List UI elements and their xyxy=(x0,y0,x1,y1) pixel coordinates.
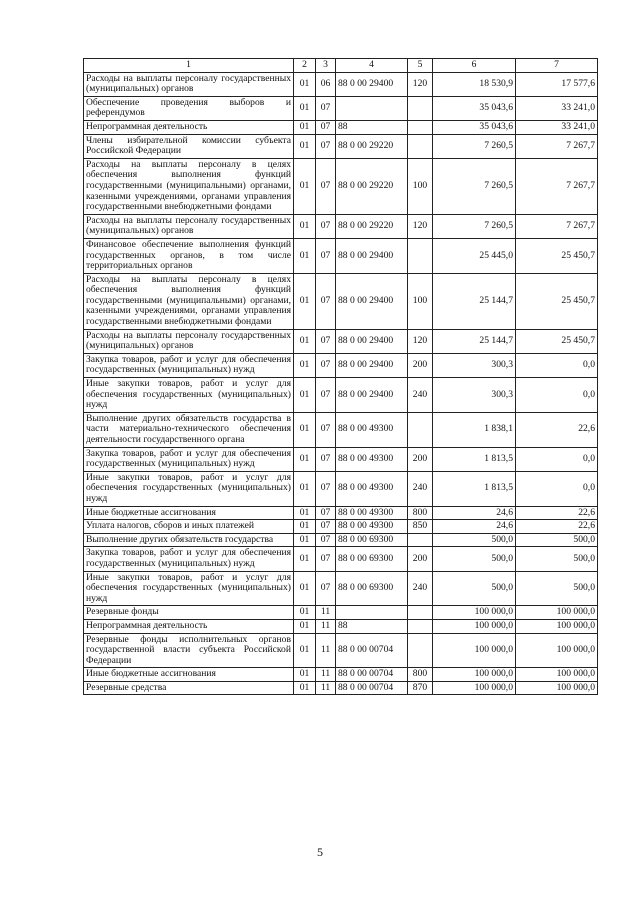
header-cell: 1 xyxy=(84,59,294,73)
amount-year-1: 7 260,5 xyxy=(433,134,516,158)
section-code: 01 xyxy=(294,353,316,377)
amount-year-1: 500,0 xyxy=(433,571,516,606)
row-name: Расходы на выплаты персоналу в целях обеспечения выполнения функций государственными (муниципальными) органами, казенными учреждениями, органами управления государственными внебюджетными фондами xyxy=(84,273,294,329)
amount-year-1: 7 260,5 xyxy=(433,214,516,238)
target-article-code xyxy=(336,606,408,620)
expense-type-code: 800 xyxy=(408,506,433,520)
row-name: Расходы на выплаты персоналу государственных (муниципальных) органов xyxy=(84,214,294,238)
expense-type-code xyxy=(408,412,433,447)
subsection-code: 11 xyxy=(316,668,336,682)
budget-table xyxy=(83,58,598,695)
subsection-code: 07 xyxy=(316,238,336,273)
amount-year-2: 7 267,7 xyxy=(516,134,598,158)
amount-year-2: 0,0 xyxy=(516,378,598,413)
row-name: Иные бюджетные ассигнования xyxy=(84,668,294,682)
target-article-code xyxy=(336,96,408,120)
table-row xyxy=(84,633,598,668)
amount-year-2: 22,6 xyxy=(516,520,598,534)
amount-year-2: 100 000,0 xyxy=(516,619,598,633)
subsection-code: 11 xyxy=(316,619,336,633)
expense-type-code: 120 xyxy=(408,72,433,96)
amount-year-2: 0,0 xyxy=(516,353,598,377)
amount-year-1: 500,0 xyxy=(433,547,516,571)
target-article-code: 88 0 00 29400 xyxy=(336,273,408,329)
section-code: 01 xyxy=(294,120,316,134)
target-article-code: 88 0 00 49300 xyxy=(336,506,408,520)
target-article-code: 88 0 00 29220 xyxy=(336,158,408,214)
row-name: Непрограммная деятельность xyxy=(84,120,294,134)
expense-type-code xyxy=(408,120,433,134)
row-name: Расходы на выплаты персоналу государственных (муниципальных) органов xyxy=(84,72,294,96)
header-cell: 5 xyxy=(408,59,433,73)
row-name: Выполнение других обязательств государства xyxy=(84,533,294,547)
amount-year-1: 100 000,0 xyxy=(433,668,516,682)
table-row xyxy=(84,238,598,273)
expense-type-code xyxy=(408,533,433,547)
table-row xyxy=(84,547,598,571)
expense-type-code: 200 xyxy=(408,547,433,571)
table-row xyxy=(84,378,598,413)
amount-year-1: 7 260,5 xyxy=(433,158,516,214)
expense-type-code: 200 xyxy=(408,447,433,471)
subsection-code: 07 xyxy=(316,120,336,134)
header-cell: 2 xyxy=(294,59,316,73)
subsection-code: 07 xyxy=(316,533,336,547)
target-article-code: 88 0 00 29400 xyxy=(336,72,408,96)
section-code: 01 xyxy=(294,273,316,329)
target-article-code: 88 0 00 29220 xyxy=(336,214,408,238)
table-row xyxy=(84,668,598,682)
section-code: 01 xyxy=(294,681,316,695)
amount-year-1: 100 000,0 xyxy=(433,681,516,695)
table-row xyxy=(84,158,598,214)
row-name: Выполнение других обязательств государства в части материально-технического обеспечения деятельности государственного органа xyxy=(84,412,294,447)
expense-type-code: 100 xyxy=(408,273,433,329)
amount-year-2: 22,6 xyxy=(516,506,598,520)
section-code: 01 xyxy=(294,506,316,520)
subsection-code: 11 xyxy=(316,681,336,695)
section-code: 01 xyxy=(294,378,316,413)
subsection-code: 06 xyxy=(316,72,336,96)
header-row xyxy=(84,59,598,73)
table-row xyxy=(84,329,598,353)
row-name: Расходы на выплаты персоналу в целях обеспечения выполнения функций государственными (муниципальными) органами, казенными учреждениями, органами управления государственными внебюджетными фондами xyxy=(84,158,294,214)
section-code: 01 xyxy=(294,633,316,668)
subsection-code: 11 xyxy=(316,606,336,620)
subsection-code: 07 xyxy=(316,214,336,238)
row-name: Иные бюджетные ассигнования xyxy=(84,506,294,520)
amount-year-2: 25 450,7 xyxy=(516,329,598,353)
section-code: 01 xyxy=(294,547,316,571)
row-name: Члены избирательной комиссии субъекта Российской Федерации xyxy=(84,134,294,158)
expense-type-code: 240 xyxy=(408,471,433,506)
amount-year-1: 35 043,6 xyxy=(433,96,516,120)
subsection-code: 07 xyxy=(316,273,336,329)
table-row xyxy=(84,520,598,534)
amount-year-2: 100 000,0 xyxy=(516,681,598,695)
target-article-code: 88 0 00 29400 xyxy=(336,353,408,377)
section-code: 01 xyxy=(294,606,316,620)
section-code: 01 xyxy=(294,447,316,471)
amount-year-1: 100 000,0 xyxy=(433,606,516,620)
expense-type-code: 100 xyxy=(408,158,433,214)
table-row xyxy=(84,134,598,158)
amount-year-2: 7 267,7 xyxy=(516,158,598,214)
subsection-code: 07 xyxy=(316,571,336,606)
amount-year-2: 100 000,0 xyxy=(516,606,598,620)
target-article-code: 88 0 00 29400 xyxy=(336,378,408,413)
amount-year-2: 100 000,0 xyxy=(516,668,598,682)
amount-year-2: 500,0 xyxy=(516,533,598,547)
section-code: 01 xyxy=(294,158,316,214)
amount-year-2: 7 267,7 xyxy=(516,214,598,238)
table-row xyxy=(84,72,598,96)
table-row xyxy=(84,571,598,606)
expense-type-code xyxy=(408,606,433,620)
section-code: 01 xyxy=(294,533,316,547)
amount-year-1: 100 000,0 xyxy=(433,633,516,668)
amount-year-2: 33 241,0 xyxy=(516,96,598,120)
subsection-code: 07 xyxy=(316,158,336,214)
section-code: 01 xyxy=(294,96,316,120)
header-cell: 3 xyxy=(316,59,336,73)
row-name: Резервные фонды xyxy=(84,606,294,620)
row-name: Резервные фонды исполнительных органов государственной власти субъекта Российской Федерации xyxy=(84,633,294,668)
target-article-code: 88 0 00 00704 xyxy=(336,681,408,695)
subsection-code: 07 xyxy=(316,547,336,571)
table-row xyxy=(84,120,598,134)
subsection-code: 07 xyxy=(316,96,336,120)
section-code: 01 xyxy=(294,571,316,606)
row-name: Закупка товаров, работ и услуг для обеспечения государственных (муниципальных) нужд xyxy=(84,353,294,377)
subsection-code: 07 xyxy=(316,520,336,534)
amount-year-2: 500,0 xyxy=(516,547,598,571)
amount-year-1: 24,6 xyxy=(433,506,516,520)
row-name: Закупка товаров, работ и услуг для обеспечения государственных (муниципальных) нужд xyxy=(84,447,294,471)
subsection-code: 07 xyxy=(316,329,336,353)
amount-year-1: 24,6 xyxy=(433,520,516,534)
row-name: Расходы на выплаты персоналу государственных (муниципальных) органов xyxy=(84,329,294,353)
subsection-code: 07 xyxy=(316,378,336,413)
amount-year-2: 17 577,6 xyxy=(516,72,598,96)
row-name: Иные закупки товаров, работ и услуг для обеспечения государственных (муниципальных) нужд xyxy=(84,471,294,506)
table-row xyxy=(84,214,598,238)
expense-type-code xyxy=(408,134,433,158)
amount-year-1: 25 144,7 xyxy=(433,273,516,329)
table-row xyxy=(84,606,598,620)
amount-year-2: 500,0 xyxy=(516,571,598,606)
target-article-code: 88 0 00 49300 xyxy=(336,412,408,447)
subsection-code: 07 xyxy=(316,412,336,447)
target-article-code: 88 xyxy=(336,120,408,134)
header-cell: 6 xyxy=(433,59,516,73)
target-article-code: 88 0 00 29400 xyxy=(336,329,408,353)
target-article-code: 88 0 00 00704 xyxy=(336,668,408,682)
table-row xyxy=(84,447,598,471)
target-article-code: 88 0 00 69300 xyxy=(336,547,408,571)
row-name: Закупка товаров, работ и услуг для обеспечения государственных (муниципальных) нужд xyxy=(84,547,294,571)
amount-year-2: 0,0 xyxy=(516,447,598,471)
subsection-code: 07 xyxy=(316,353,336,377)
expense-type-code: 870 xyxy=(408,681,433,695)
amount-year-2: 22,6 xyxy=(516,412,598,447)
amount-year-1: 100 000,0 xyxy=(433,619,516,633)
section-code: 01 xyxy=(294,329,316,353)
amount-year-2: 25 450,7 xyxy=(516,273,598,329)
amount-year-1: 500,0 xyxy=(433,533,516,547)
row-name: Иные закупки товаров, работ и услуг для обеспечения государственных (муниципальных) нужд xyxy=(84,571,294,606)
target-article-code: 88 0 00 49300 xyxy=(336,447,408,471)
target-article-code: 88 xyxy=(336,619,408,633)
target-article-code: 88 0 00 49300 xyxy=(336,471,408,506)
expense-type-code: 240 xyxy=(408,571,433,606)
table-row xyxy=(84,533,598,547)
section-code: 01 xyxy=(294,134,316,158)
table-row xyxy=(84,506,598,520)
header-cell: 4 xyxy=(336,59,408,73)
amount-year-2: 0,0 xyxy=(516,471,598,506)
row-name: Уплата налогов, сборов и иных платежей xyxy=(84,520,294,534)
section-code: 01 xyxy=(294,619,316,633)
header-cell: 7 xyxy=(516,59,598,73)
subsection-code: 07 xyxy=(316,506,336,520)
section-code: 01 xyxy=(294,471,316,506)
amount-year-1: 1 813,5 xyxy=(433,471,516,506)
amount-year-1: 300,3 xyxy=(433,353,516,377)
table-row xyxy=(84,96,598,120)
section-code: 01 xyxy=(294,668,316,682)
row-name: Обеспечение проведения выборов и референдумов xyxy=(84,96,294,120)
table-row xyxy=(84,681,598,695)
expense-type-code: 120 xyxy=(408,214,433,238)
amount-year-2: 33 241,0 xyxy=(516,120,598,134)
table-row xyxy=(84,619,598,633)
table-row xyxy=(84,353,598,377)
target-article-code: 88 0 00 69300 xyxy=(336,571,408,606)
page-number: 5 xyxy=(317,845,323,859)
amount-year-1: 18 530,9 xyxy=(433,72,516,96)
expense-type-code: 120 xyxy=(408,329,433,353)
expense-type-code xyxy=(408,633,433,668)
section-code: 01 xyxy=(294,214,316,238)
row-name: Резервные средства xyxy=(84,681,294,695)
expense-type-code: 850 xyxy=(408,520,433,534)
subsection-code: 11 xyxy=(316,633,336,668)
amount-year-1: 1 813,5 xyxy=(433,447,516,471)
amount-year-1: 25 144,7 xyxy=(433,329,516,353)
target-article-code: 88 0 00 49300 xyxy=(336,520,408,534)
amount-year-1: 300,3 xyxy=(433,378,516,413)
table-row xyxy=(84,412,598,447)
expense-type-code: 240 xyxy=(408,378,433,413)
amount-year-1: 35 043,6 xyxy=(433,120,516,134)
subsection-code: 07 xyxy=(316,471,336,506)
subsection-code: 07 xyxy=(316,447,336,471)
row-name: Финансовое обеспечение выполнения функций государственных органов, в том числе территориальных органов xyxy=(84,238,294,273)
section-code: 01 xyxy=(294,412,316,447)
amount-year-2: 25 450,7 xyxy=(516,238,598,273)
expense-type-code xyxy=(408,619,433,633)
table-row xyxy=(84,273,598,329)
target-article-code: 88 0 00 29220 xyxy=(336,134,408,158)
subsection-code: 07 xyxy=(316,134,336,158)
amount-year-1: 1 838,1 xyxy=(433,412,516,447)
expense-type-code: 200 xyxy=(408,353,433,377)
target-article-code: 88 0 00 69300 xyxy=(336,533,408,547)
expense-type-code: 800 xyxy=(408,668,433,682)
table-row xyxy=(84,471,598,506)
expense-type-code xyxy=(408,238,433,273)
expense-type-code xyxy=(408,96,433,120)
amount-year-1: 25 445,0 xyxy=(433,238,516,273)
amount-year-2: 100 000,0 xyxy=(516,633,598,668)
target-article-code: 88 0 00 00704 xyxy=(336,633,408,668)
row-name: Непрограммная деятельность xyxy=(84,619,294,633)
section-code: 01 xyxy=(294,72,316,96)
target-article-code: 88 0 00 29400 xyxy=(336,238,408,273)
section-code: 01 xyxy=(294,520,316,534)
row-name: Иные закупки товаров, работ и услуг для обеспечения государственных (муниципальных) нужд xyxy=(84,378,294,413)
section-code: 01 xyxy=(294,238,316,273)
